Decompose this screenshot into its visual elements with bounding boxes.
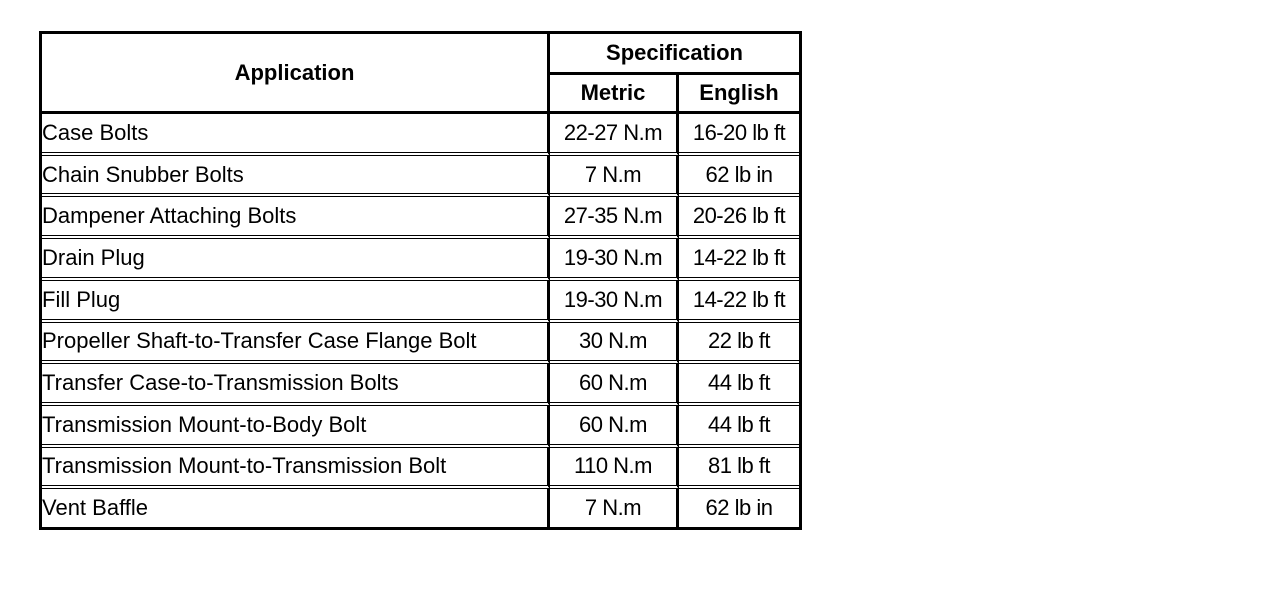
application-cell: Transmission Mount-to-Transmission Bolt — [42, 448, 550, 490]
english-cell: 14-22 lb ft — [679, 239, 799, 281]
table-row — [42, 114, 799, 156]
table-row — [42, 281, 799, 323]
metric-cell: 60 N.m — [550, 364, 679, 406]
table-row — [42, 448, 799, 490]
application-cell: Drain Plug — [42, 239, 550, 281]
application-cell: Chain Snubber Bolts — [42, 156, 550, 198]
application-cell: Dampener Attaching Bolts — [42, 197, 550, 239]
application-cell: Transmission Mount-to-Body Bolt — [42, 406, 550, 448]
metric-cell: 7 N.m — [550, 489, 679, 527]
application-cell: Vent Baffle — [42, 489, 550, 527]
application-cell: Propeller Shaft-to-Transfer Case Flange Bolt — [42, 323, 550, 365]
table-row — [42, 323, 799, 365]
metric-cell: 19-30 N.m — [550, 239, 679, 281]
application-header: Application — [42, 34, 550, 114]
application-cell: Case Bolts — [42, 114, 550, 156]
specification-header: Specification — [550, 34, 799, 75]
metric-cell: 19-30 N.m — [550, 281, 679, 323]
english-cell: 14-22 lb ft — [679, 281, 799, 323]
table-row — [42, 364, 799, 406]
application-cell: Transfer Case-to-Transmission Bolts — [42, 364, 550, 406]
table-row — [42, 156, 799, 198]
metric-cell: 30 N.m — [550, 323, 679, 365]
table-row — [42, 239, 799, 281]
metric-cell: 27-35 N.m — [550, 197, 679, 239]
metric-cell: 22-27 N.m — [550, 114, 679, 156]
table-row — [42, 406, 799, 448]
metric-cell: 110 N.m — [550, 448, 679, 490]
metric-cell: 7 N.m — [550, 156, 679, 198]
table-row — [42, 489, 799, 527]
english-cell: 62 lb in — [705, 495, 773, 521]
english-header: English — [679, 75, 799, 114]
fastener-spec-table — [39, 31, 802, 530]
english-cell: 44 lb ft — [679, 406, 799, 448]
metric-header: Metric — [550, 75, 679, 114]
table-row — [42, 197, 799, 239]
english-cell: 81 lb ft — [679, 448, 799, 490]
application-cell: Fill Plug — [42, 281, 550, 323]
english-cell: 20-26 lb ft — [679, 197, 799, 239]
english-cell: 44 lb ft — [679, 364, 799, 406]
english-cell: 22 lb ft — [679, 323, 799, 365]
metric-cell: 60 N.m — [550, 406, 679, 448]
english-cell: 62 lb in — [679, 156, 799, 198]
english-cell: 16-20 lb ft — [679, 114, 799, 156]
